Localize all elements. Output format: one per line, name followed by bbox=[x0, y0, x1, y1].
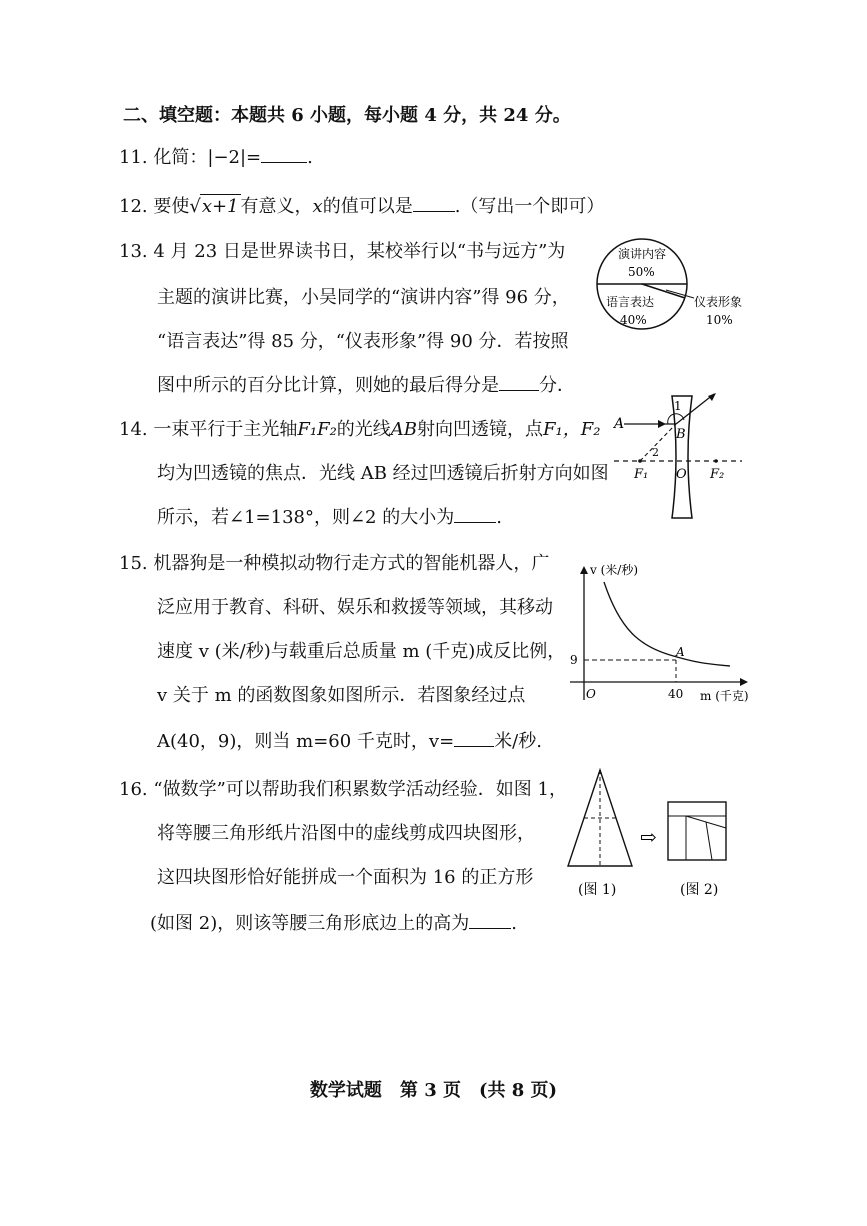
page-footer: 数学试题 第 3 页 (共 8 页) bbox=[309, 1080, 558, 1101]
q12-mid2: 的值可以是 bbox=[322, 196, 413, 217]
q14-lens-figure bbox=[610, 390, 750, 525]
q15-text-2: 泛应用于教育、科研、娱乐和救援等领域，其移动 bbox=[157, 597, 553, 618]
label-b: B bbox=[676, 427, 686, 442]
q14-text-2: 均为凹透镜的焦点．光线 AB 经过凹透镜后折射方向如图 bbox=[157, 463, 609, 484]
graph-point-a: A bbox=[676, 645, 685, 659]
section-title: 二、填空题：本题共 6 小题，每小题 4 分，共 24 分。 bbox=[123, 105, 571, 126]
pie-label-appearance: 仪表形象 bbox=[694, 295, 743, 309]
q16-suffix: . bbox=[511, 913, 517, 934]
q16-text-2: 将等腰三角形纸片沿图中的虚线剪成四块图形， bbox=[157, 823, 535, 844]
q11-suffix: . bbox=[307, 147, 313, 168]
q14-text-1c: 射向凹透镜，点 bbox=[417, 419, 544, 440]
q11-prefix: 化简： bbox=[153, 147, 208, 168]
graph-ylabel: v (米/秒) bbox=[590, 563, 639, 577]
question-16-line-1 bbox=[119, 778, 567, 802]
q15-text-5: A(40，9)，则当 m=60 千克时，v= bbox=[157, 731, 455, 752]
question-16-line-4 bbox=[150, 912, 517, 936]
question-11 bbox=[119, 146, 313, 170]
transform-arrow: ⇨ bbox=[640, 825, 657, 849]
q12-number: 12. bbox=[119, 196, 148, 217]
q14-suffix: . bbox=[496, 507, 502, 528]
pie-label-content: 演讲内容 bbox=[618, 247, 667, 261]
q12-answer-blank[interactable] bbox=[413, 195, 455, 212]
q15-number: 15. bbox=[119, 553, 148, 574]
sqrt-sign: √ bbox=[189, 196, 201, 217]
q13-suffix: 分． bbox=[539, 375, 575, 396]
q12-prefix: 要使 bbox=[153, 196, 190, 217]
question-14-line-1 bbox=[119, 418, 600, 442]
pie-pct-expression: 40% bbox=[620, 313, 647, 327]
q16-number: 16. bbox=[119, 779, 148, 800]
q16-answer-blank[interactable] bbox=[469, 912, 511, 929]
graph-xlabel: m (千克) bbox=[700, 689, 749, 703]
pie-pct-content: 50% bbox=[628, 265, 655, 279]
q14-text-1b: 的光线 bbox=[336, 419, 391, 440]
q14-f2: F₂ bbox=[580, 419, 601, 440]
angle-1-label: 1 bbox=[674, 399, 682, 413]
question-15-line-5 bbox=[157, 730, 542, 754]
question-12 bbox=[119, 194, 604, 219]
question-15-line-1 bbox=[119, 552, 549, 576]
q14-text-3: 所示，若∠1=138°，则∠2 的大小为 bbox=[157, 507, 455, 528]
q13-answer-blank[interactable] bbox=[499, 374, 539, 391]
angle-2-label: 2 bbox=[652, 446, 659, 459]
q14-text-1a: 一束平行于主光轴 bbox=[153, 419, 298, 440]
question-13-line-1 bbox=[119, 240, 565, 264]
q16-figures bbox=[560, 764, 740, 904]
fig2-caption: (图 2) bbox=[680, 882, 719, 898]
q13-pie-chart bbox=[594, 236, 764, 336]
label-o: O bbox=[676, 467, 687, 482]
q15-inverse-graph bbox=[560, 560, 750, 710]
q13-text-2: 主题的演讲比赛，小吴同学的“演讲内容”得 96 分， bbox=[157, 287, 570, 308]
q14-ab: AB bbox=[390, 419, 418, 440]
q16-text-1: “做数学”可以帮助我们积累数学活动经验．如图 1， bbox=[153, 779, 567, 800]
label-f2: F₂ bbox=[710, 467, 725, 482]
q11-expression: |−2|= bbox=[207, 147, 262, 168]
label-f1: F₁ bbox=[634, 467, 649, 482]
graph-y-tick: 9 bbox=[570, 653, 578, 667]
question-14-line-3 bbox=[157, 506, 502, 530]
assembled-square bbox=[668, 802, 726, 860]
label-a: A bbox=[614, 416, 625, 432]
q13-text-1: 4 月 23 日是世界读书日，某校举行以“书与远方”为 bbox=[153, 241, 566, 262]
q13-number: 13. bbox=[119, 241, 148, 262]
q12-var: x bbox=[312, 196, 323, 217]
graph-origin: O bbox=[586, 687, 596, 701]
q15-text-3: 速度 v (米/秒)与载重后总质量 m (千克)成反比例， bbox=[157, 641, 566, 662]
q14-answer-blank[interactable] bbox=[454, 506, 496, 523]
q12-radicand: x+1 bbox=[201, 196, 239, 217]
graph-x-tick: 40 bbox=[668, 687, 684, 701]
q14-number: 14. bbox=[119, 419, 148, 440]
fig1-caption: (图 1) bbox=[578, 882, 617, 898]
q12-mid1: 有意义， bbox=[240, 196, 313, 217]
q11-answer-blank[interactable] bbox=[261, 146, 307, 163]
q14-f1: F₁， bbox=[543, 419, 581, 440]
q15-text-1: 机器狗是一种模拟动物行走方式的智能机器人，广 bbox=[153, 553, 550, 574]
q15-answer-blank[interactable] bbox=[454, 730, 494, 747]
q13-text-4: 图中所示的百分比计算，则她的最后得分是 bbox=[157, 375, 499, 396]
q15-suffix: 米/秒. bbox=[494, 731, 542, 752]
pie-pct-appearance: 10% bbox=[706, 313, 733, 327]
q14-f1f2: F₁F₂ bbox=[297, 419, 337, 440]
q16-text-4: (如图 2)，则该等腰三角形底边上的高为 bbox=[150, 913, 470, 934]
pie-label-expression: 语言表达 bbox=[606, 295, 655, 309]
q13-text-3: “语言表达”得 85 分，“仪表形象”得 90 分．若按照 bbox=[157, 331, 569, 352]
q15-text-4: v 关于 m 的函数图象如图所示．若图象经过点 bbox=[157, 685, 526, 706]
q11-number: 11. bbox=[119, 147, 148, 168]
q16-text-3: 这四块图形恰好能拼成一个面积为 16 的正方形 bbox=[157, 867, 534, 888]
q12-suffix: .（写出一个即可） bbox=[454, 196, 605, 217]
question-13-line-4 bbox=[157, 374, 575, 398]
